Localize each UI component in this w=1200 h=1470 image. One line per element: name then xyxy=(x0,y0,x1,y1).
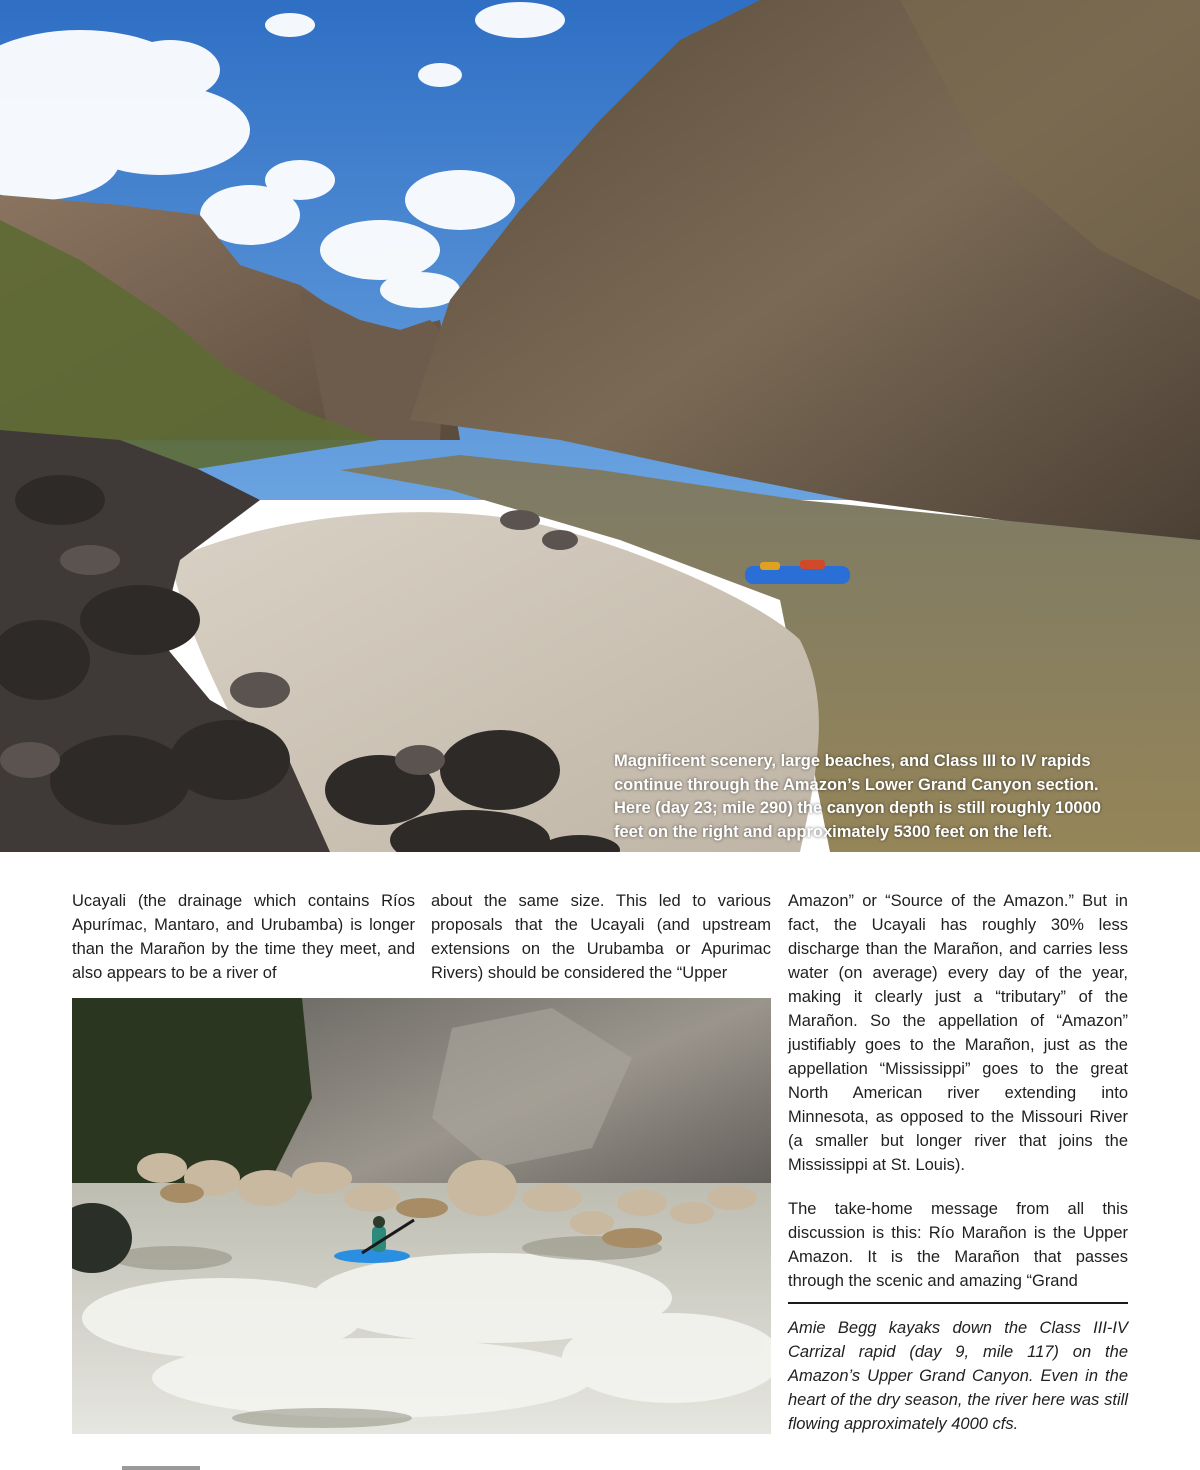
footer-bar xyxy=(122,1466,200,1470)
body-paragraph: Amazon” or “Source of the Amazon.” But in fact, the Ucayali has roughly 30% less discharge than the Marañon, and carries less water (on average) every day of the year, making it clearly just a “tributary” of the Marañon. So the appellation of “Amazon” justifiably goes to the Marañon, just as the appellation “Mississippi” goes to the great North American river extending into Minnesota, as opposed to the Missouri River (a smaller but longer river that joins the Mississippi at St. Louis). xyxy=(788,892,1128,1174)
body-paragraph: Ucayali (the drainage which contains Ríos Apurímac, Mantaro, and Urubamba) is longer than the Marañon by the time they meet, and also appears to be a river of xyxy=(72,892,415,982)
body-paragraph: about the same size. This led to various proposals that the Ucayali (and upstream extensions on the Urubamba or Apurimac Rivers) should be considered the “Upper xyxy=(431,892,771,982)
text-column-1 xyxy=(72,889,415,985)
kayak-rapid-photo xyxy=(72,998,771,1434)
text-column-3 xyxy=(788,889,1128,1293)
caption-divider xyxy=(788,1302,1128,1304)
kayak-rapid-illustration xyxy=(72,998,771,1434)
top-photo-caption: Magnificent scenery, large beaches, and Class III to IV rapids continue through the Amazon’s Lower Grand Canyon section. Here (day 23; mile 290) the canyon depth is still roughly 10000 feet on the right and approximately 5300 feet on the left. xyxy=(614,752,1101,841)
text-column-2 xyxy=(431,889,771,985)
body-paragraph: The take-home message from all this discussion is this: Río Marañon is the Upper Amazon. It is the Marañon that passes through the scenic and amazing “Grand xyxy=(788,1200,1128,1290)
bottom-photo-caption: Amie Begg kayaks down the Class III-IV Carrizal rapid (day 9, mile 117) on the Amazon’s Upper Grand Canyon. Even in the heart of the dry season, the river here was still flowing approximately 4000 cfs. xyxy=(788,1319,1128,1433)
